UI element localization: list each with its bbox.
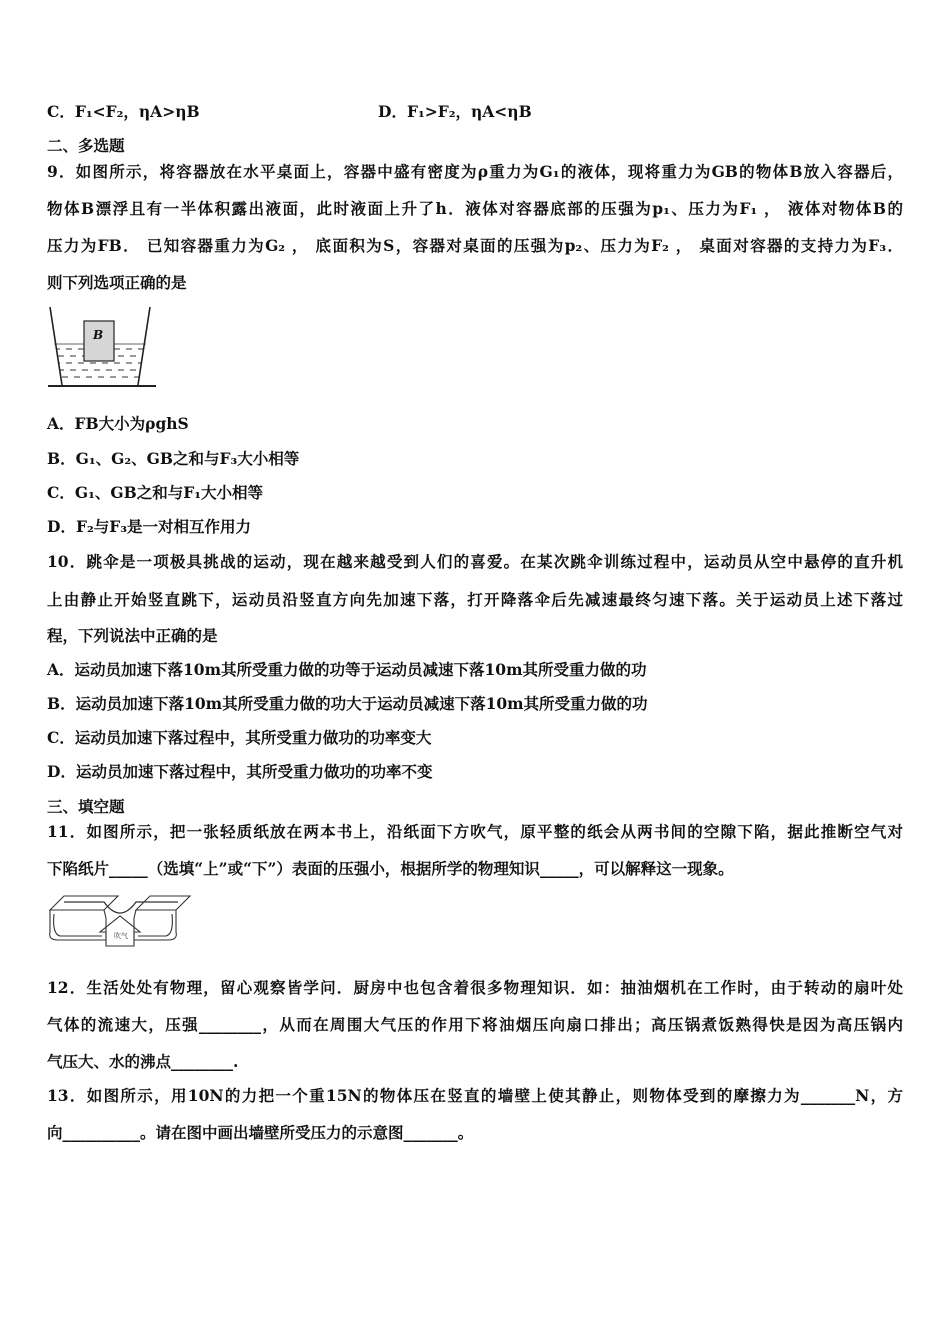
q13-line-1: 13．如图所示，用10N的力把一个重15N的物体压在竖直的墙壁上使其静止，则物体受到的摩擦力为_______N，方	[47, 1086, 903, 1105]
q9-line-4: 则下列选项正确的是	[47, 273, 187, 292]
prev-option-c: C．F₁<F₂，ηA>ηB	[47, 102, 200, 121]
q10-line-2: 上由静止开始竖直跳下，运动员沿竖直方向先加速下落，打开降落伞后先减速最终匀速下落。关于运动员上述下落过	[47, 590, 903, 609]
q12-line-3: 气压大、水的沸点________.	[47, 1052, 239, 1071]
q12-line-2: 气体的流速大，压强________，从而在周围大气压的作用下将油烟压向扇口排出；高压锅煮饭熟得快是因为高压锅内	[47, 1015, 903, 1034]
q12-line-1: 12．生活处处有物理，留心观察皆学问．厨房中也包含着很多物理知识．如：抽油烟机在工作时，由于转动的扇叶处	[47, 978, 903, 997]
q9-option-c: C．G₁、GB之和与F₁大小相等	[47, 483, 263, 502]
container-with-block-figure	[44, 305, 160, 393]
section-heading-fill-in: 三、填空题	[47, 797, 125, 816]
section-heading-multiple-choice: 二、多选题	[47, 136, 125, 155]
q9-option-b: B．G₁、G₂、GB之和与F₃大小相等	[47, 449, 300, 468]
q10-option-a: A．运动员加速下落10m其所受重力做的功等于运动员减速下落10m其所受重力做的功	[47, 660, 647, 679]
q10-option-b: B．运动员加速下落10m其所受重力做的功大于运动员减速下落10m其所受重力做的功	[47, 694, 648, 713]
block-b-label: B	[93, 328, 104, 342]
q9-line-2: 物体B漂浮且有一半体积露出液面，此时液面上升了h．液体对容器底部的压强为p₁、压力为F₁ ， 液体对物体B的	[47, 199, 903, 218]
q9-option-d: D．F₂与F₃是一对相互作用力	[47, 517, 252, 536]
q9-line-3: 压力为FB． 已知容器重力为G₂ ， 底面积为S，容器对桌面的压强为p₂、压力为F₂ ， 桌面对容器的支持力为F₃．	[47, 236, 903, 255]
q11-line-1: 11．如图所示，把一张轻质纸放在两本书上，沿纸面下方吹气，原平整的纸会从两书间的空隙下陷，据此推断空气对	[47, 822, 903, 841]
prev-option-d: D．F₁>F₂，ηA<ηB	[378, 102, 532, 121]
q10-line-1: 10．跳伞是一项极具挑战的运动，现在越来越受到人们的喜爱。在某次跳伞训练过程中，运动员从空中悬停的直升机	[47, 552, 903, 571]
q10-option-d: D．运动员加速下落过程中，其所受重力做功的功率不变	[47, 762, 433, 781]
q10-option-c: C．运动员加速下落过程中，其所受重力做功的功率变大	[47, 728, 432, 747]
q10-line-3: 程，下列说法中正确的是	[47, 626, 218, 645]
q9-line-1: 9．如图所示，将容器放在水平桌面上，容器中盛有密度为ρ重力为G₁的液体，现将重力为GB的物体B放入容器后，	[47, 162, 903, 181]
blow-label: 吹气	[114, 932, 128, 940]
q13-line-2: 向__________。请在图中画出墙壁所受压力的示意图_______。	[47, 1123, 474, 1142]
q9-option-a: A．FB大小为ρghS	[47, 414, 189, 433]
paper-on-books-figure	[44, 888, 196, 950]
q11-line-2: 下陷纸片_____（选填“上”或“下”）表面的压强小，根据所学的物理知识_____，可以解释这一现象。	[47, 859, 734, 878]
